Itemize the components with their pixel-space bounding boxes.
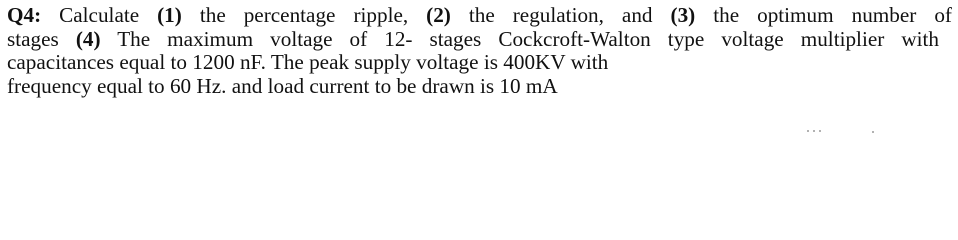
scan-speck <box>819 130 821 132</box>
question-label: Q4: <box>7 3 42 27</box>
question-line-2: stages (4) The maximum voltage of 12- stages Cockcroft-Walton type voltage multiplier with <box>7 26 939 51</box>
question-line-4: frequency equal to 60 Hz. and load current to be drawn is 10 mA <box>7 73 558 98</box>
question-line-1: Q4: Calculate (1) the percentage ripple, (2) the regulation, and (3) the optimum number of <box>7 3 952 27</box>
question-line-3: capacitances equal to 1200 nF. The peak supply voltage is 400KV with <box>7 50 609 74</box>
part-4-marker: (4) <box>75 26 101 51</box>
part-3-marker: (3) <box>670 3 696 27</box>
part-1-marker: (1) <box>157 3 182 27</box>
scan-speck <box>813 130 815 132</box>
scan-speck <box>872 131 874 133</box>
part-2-marker: (2) <box>426 3 451 27</box>
question-text <box>7 4 952 98</box>
scan-speck <box>807 130 809 132</box>
